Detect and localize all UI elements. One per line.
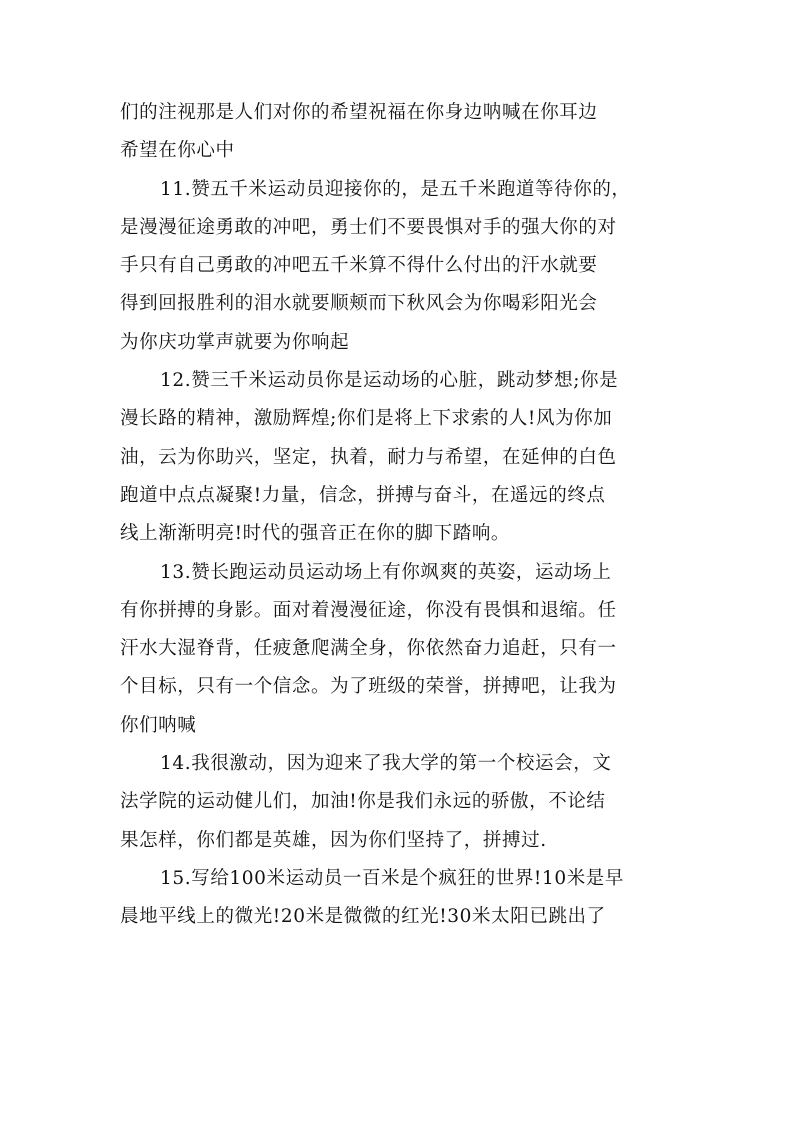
text-line: 希望在你心中 [120,140,235,162]
paragraph-p11 [120,171,680,362]
paragraph-p10-tail [120,94,680,171]
document-body [120,94,680,937]
text-line: 得到回报胜利的泪水就要顺颊而下秋风会为你喝彩阳光会 [120,293,598,315]
text-line: 油，云为你助兴，坚定，执着，耐力与希望，在延伸的白色 [120,446,617,468]
paragraph-p15 [120,860,680,937]
paragraph-p14 [120,745,680,860]
text-line: 有你拼搏的身影。面对着漫漫征途，你没有畏惧和退缩。任 [120,599,617,621]
text-line: 11.赞五千米运动员迎接你的，是五千米跑道等待你的， [160,178,631,200]
text-line: 法学院的运动健儿们，加油!你是我们永远的骄傲，不论结 [120,791,606,813]
text-line: 14.我很激动，因为迎来了我大学的第一个校运会，文 [160,753,612,775]
text-line: 是漫漫征途勇敢的冲吧，勇士们不要畏惧对手的强大你的对 [120,216,617,238]
text-line: 个目标，只有一个信念。为了班级的荣誉，拼搏吧，让我为 [120,676,617,698]
text-line: 你们呐喊 [120,714,197,736]
text-line: 跑道中点点凝聚!力量，信念，拼搏与奋斗，在遥远的终点 [120,484,606,506]
text-line: 汗水大湿脊背，任疲惫爬满全身，你依然奋力追赶，只有一 [120,638,617,660]
text-line: 12.赞三千米运动员你是运动场的心脏，跳动梦想;你是 [160,370,619,392]
paragraph-p13 [120,554,680,745]
paragraph-p12 [120,362,680,553]
text-line: 漫长路的精神，激励辉煌;你们是将上下求索的人!风为你加 [120,408,613,430]
text-line: 们的注视那是人们对你的希望祝福在你身边呐喊在你耳边 [120,102,598,123]
text-line: 手只有自己勇敢的冲吧五千米算不得什么付出的汗水就要 [120,255,598,277]
text-line: 为你庆功掌声就要为你响起 [120,331,350,353]
text-line: 13.赞长跑运动员运动场上有你飒爽的英姿，运动场上 [160,561,612,583]
text-line: 晨地平线上的微光!20米是微微的红光!30米太阳已跳出了 [120,906,606,928]
text-line: 线上渐渐明亮!时代的强音正在你的脚下踏响。 [120,523,511,545]
text-line: 15.写给100米运动员一百米是个疯狂的世界!10米是早 [160,867,625,889]
text-line: 果怎样，你们都是英雄，因为你们坚持了，拼搏过. [120,829,547,851]
